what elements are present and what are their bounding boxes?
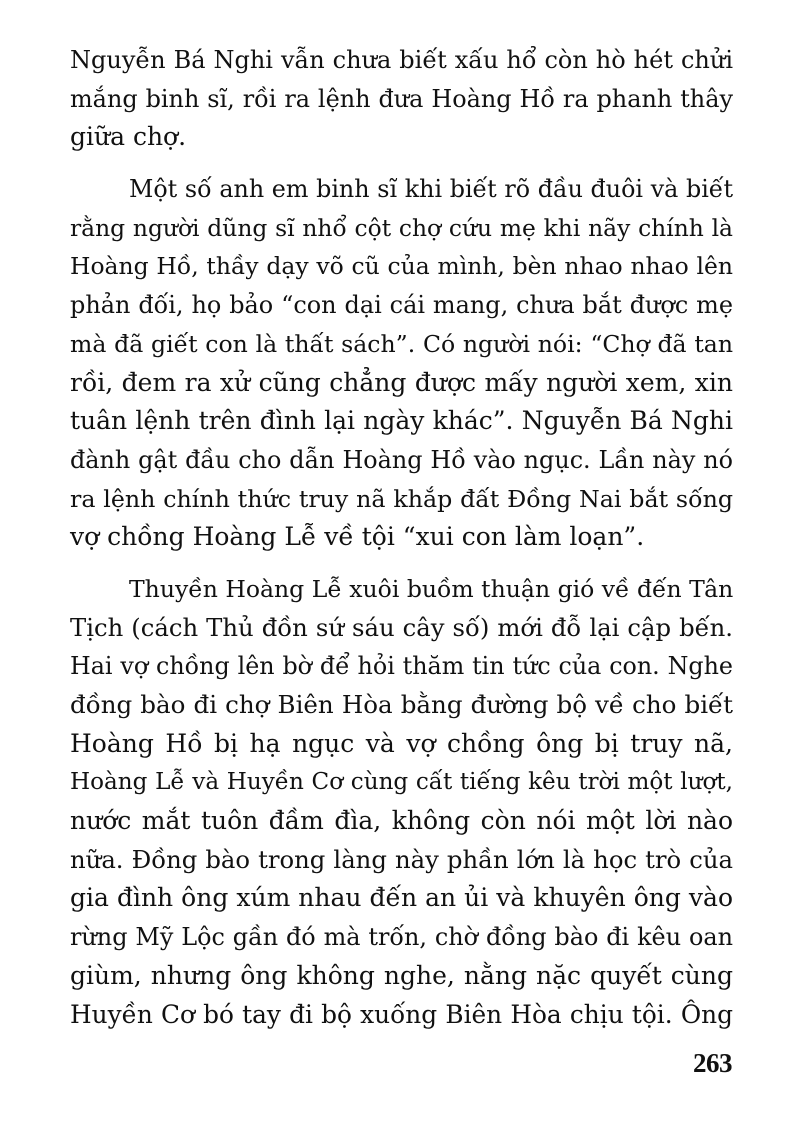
paragraph-2	[70, 170, 733, 557]
text-line: giữa chợ.	[70, 122, 187, 152]
page-number: 263	[693, 1048, 732, 1078]
text-line: gia đình ông xúm nhau đến an ủi và khuyên ông vào	[70, 883, 733, 913]
text-line: Huyền Cơ bó tay đi bộ xuống Biên Hòa chịu tội. Ông	[70, 999, 733, 1029]
text-line: giùm, nhưng ông không nghe, nằng nặc quyết cùng	[70, 960, 733, 990]
text-line: vợ chồng Hoàng Lễ về tội “xui con làm loạn”.	[70, 522, 645, 552]
paragraph-gap	[70, 557, 733, 570]
text-line: Tịch (cách Thủ đồn sứ sáu cây số) mới đỗ lại cập bến.	[70, 612, 733, 642]
body-text	[70, 41, 733, 1034]
text-line: Hai vợ chồng lên bờ để hỏi thăm tin tức của con. Nghe	[70, 652, 733, 681]
paragraph-1	[70, 41, 733, 157]
text-line: ra lệnh chính thức truy nã khắp đất Đồng Nai bắt sống	[70, 484, 733, 513]
text-line: tuân lệnh trên đình lại ngày khác”. Nguyễn Bá Nghi	[70, 406, 733, 436]
text-line: mắng binh sĩ, rồi ra lệnh đưa Hoàng Hồ ra phanh thây	[70, 84, 733, 113]
paragraph-gap	[70, 157, 733, 170]
text-line: nữa. Đồng bào trong làng này phần lớn là học trò của	[70, 844, 733, 874]
text-line: mà đã giết con là thất sách”. Có người nói: “Chợ đã tan	[70, 329, 733, 358]
text-line: rằng người dũng sĩ nhổ cột chợ cứu mẹ khi nãy chính là	[70, 213, 733, 242]
text-line: rừng Mỹ Lộc gần đó mà trốn, chờ đồng bào đi kêu oan	[70, 923, 733, 952]
text-line: đồng bào đi chợ Biên Hòa bằng đường bộ về cho biết	[70, 690, 733, 719]
text-line: phản đối, họ bảo “con dại cái mang, chưa bắt được mẹ	[70, 291, 733, 320]
text-line: Hoàng Hồ bị hạ ngục và vợ chồng ông bị truy nã,	[70, 728, 733, 758]
text-line: Một số anh em binh sĩ khi biết rõ đầu đuôi và biết	[129, 175, 733, 204]
text-line: Nguyễn Bá Nghi vẫn chưa biết xấu hổ còn hò hét chửi	[70, 46, 733, 74]
text-line: rồi, đem ra xử cũng chẳng được mấy người xem, xin	[70, 367, 733, 397]
text-line: đành gật đầu cho dẫn Hoàng Hồ vào ngục. Lần này nó	[70, 445, 733, 474]
text-line: Hoàng Lễ và Huyền Cơ cùng cất tiếng kêu trời một lượt,	[70, 769, 733, 796]
text-line: Hoàng Hồ, thầy dạy võ cũ của mình, bèn nhao nhao lên	[70, 252, 733, 281]
text-line: nước mắt tuôn đầm đìa, không còn nói một lời nào	[70, 806, 733, 836]
paragraph-3	[70, 570, 733, 1034]
text-line: Thuyền Hoàng Lễ xuôi buồm thuận gió về đến Tân	[129, 574, 734, 603]
